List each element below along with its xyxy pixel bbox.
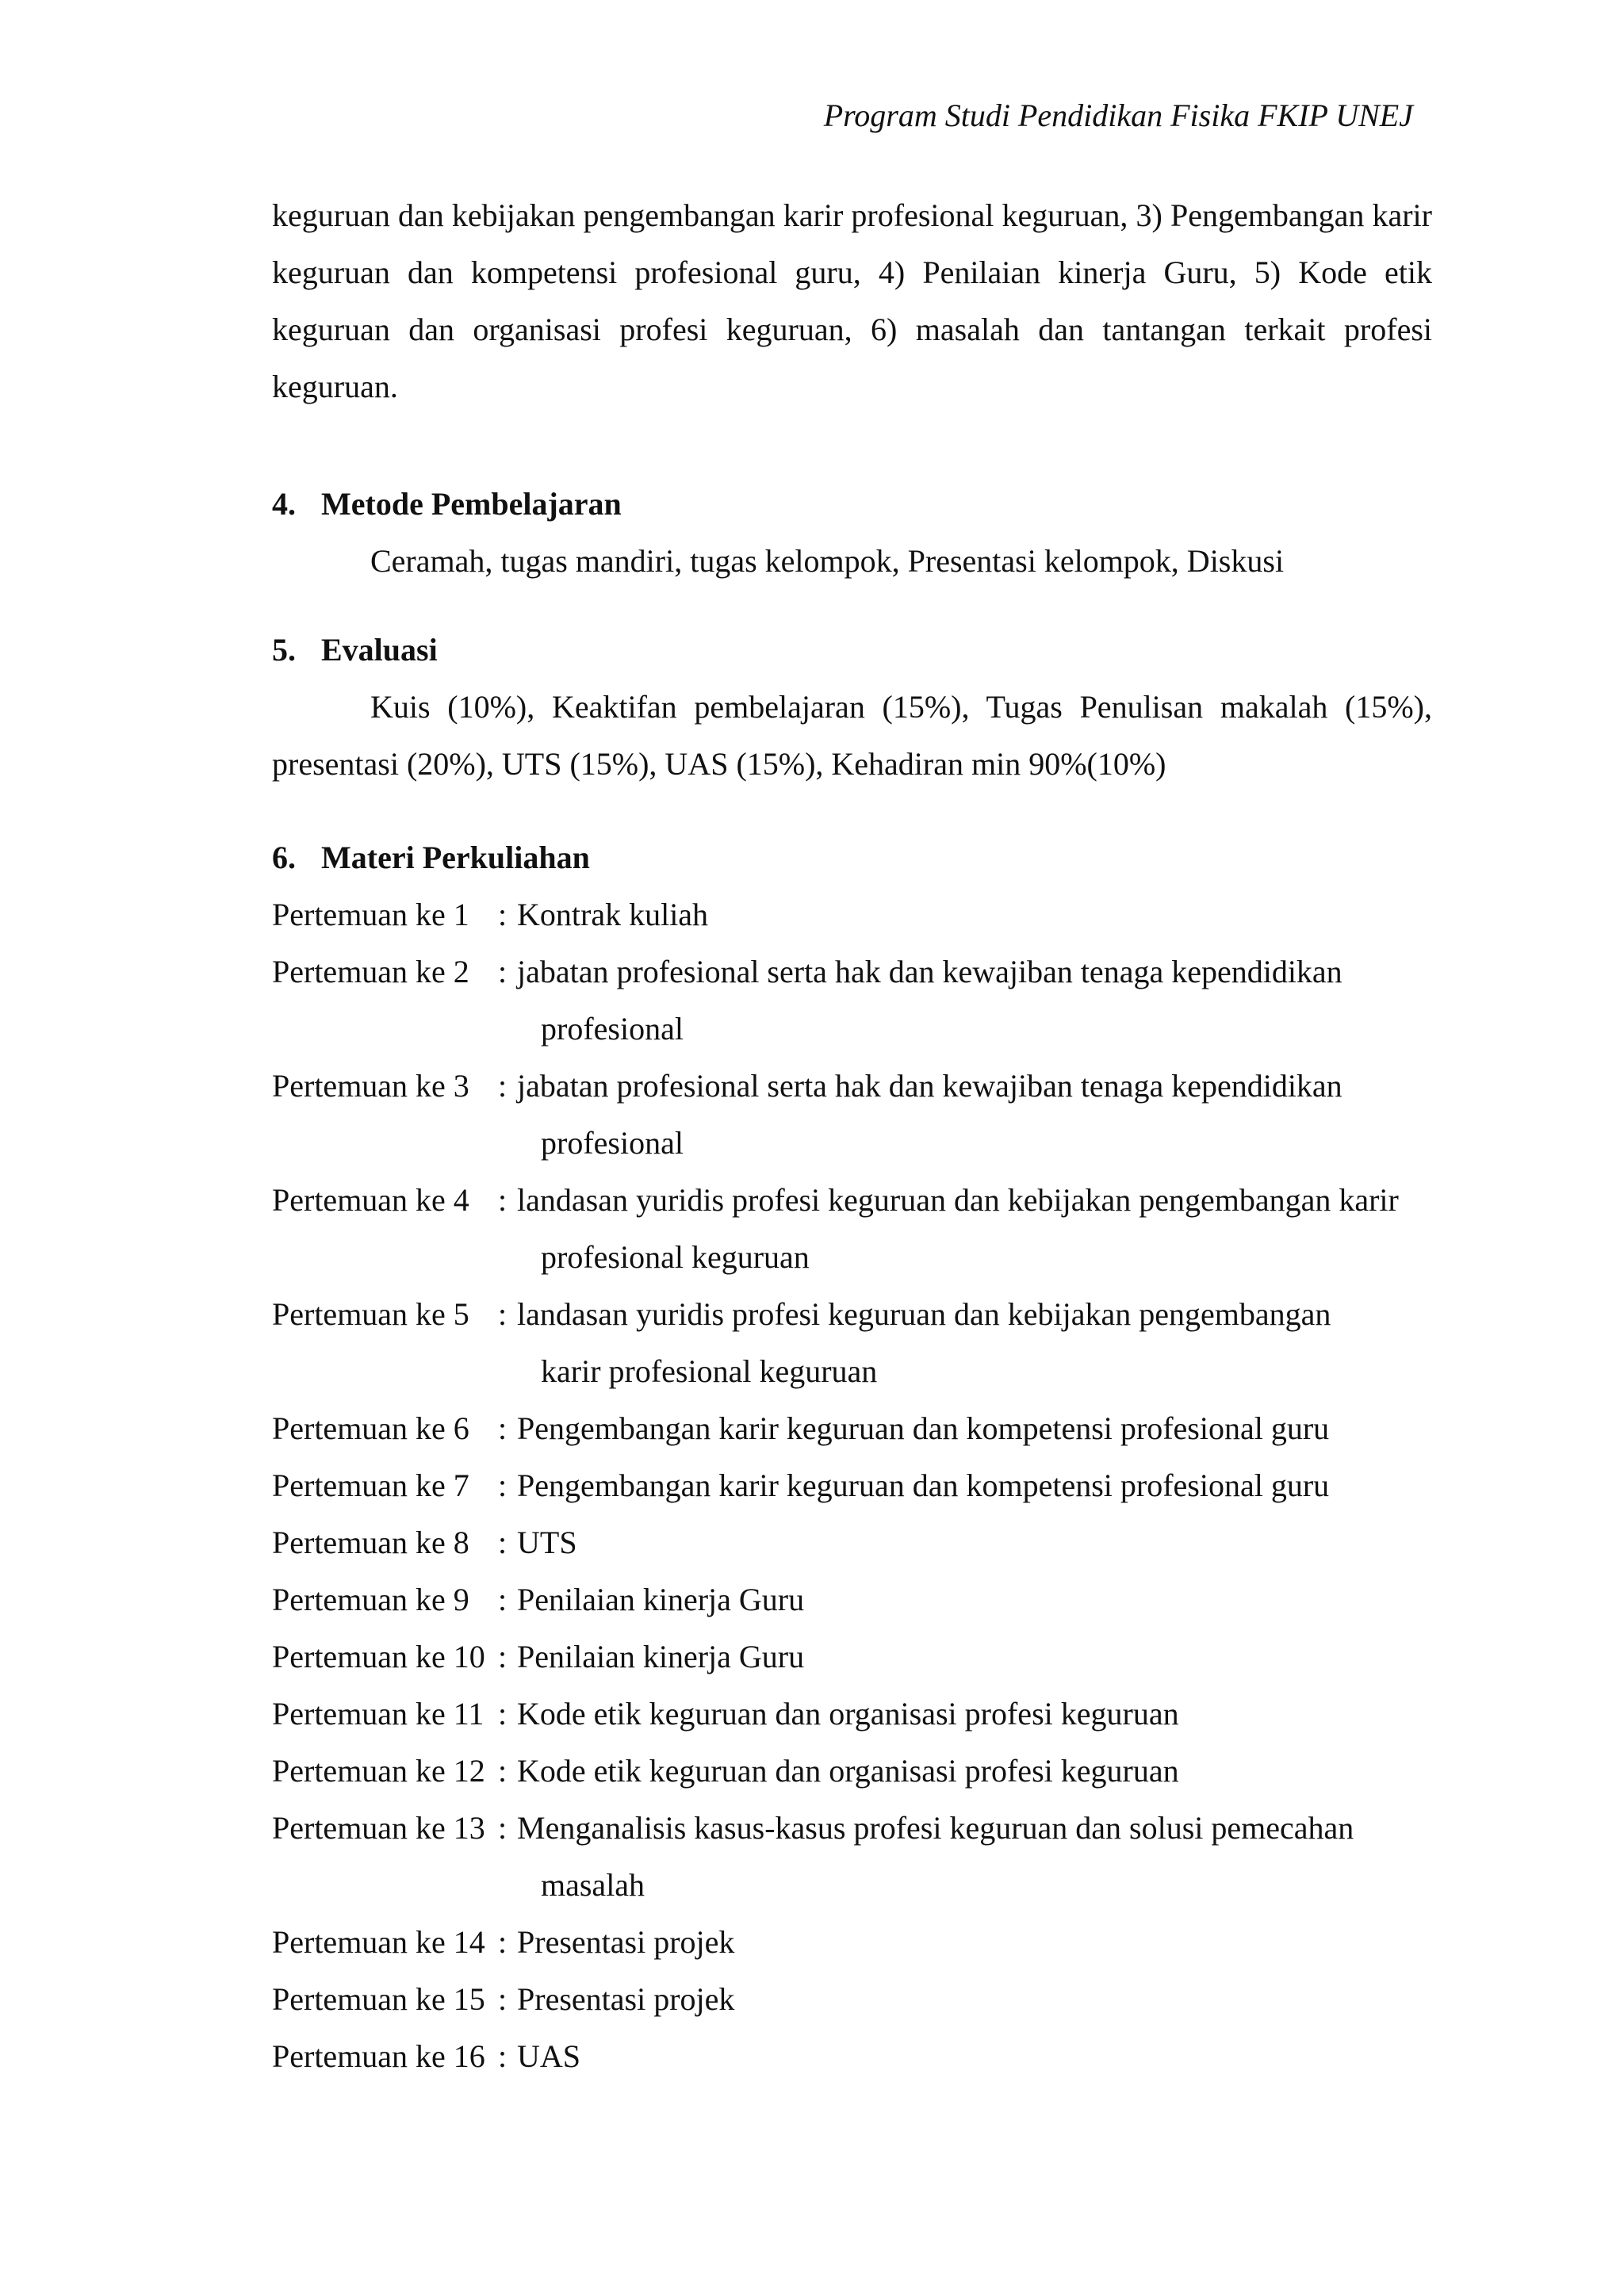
meeting-topic: Kode etik keguruan dan organisasi profesi keguruan	[517, 1696, 1179, 1732]
meeting-row	[272, 1686, 1446, 1743]
section-4-body: Ceramah, tugas mandiri, tugas kelompok, Presentasi kelompok, Diskusi	[370, 543, 1285, 579]
meeting-row	[272, 1172, 1446, 1286]
section-title: Metode Pembelajaran	[321, 486, 622, 522]
section-6-heading	[272, 829, 590, 886]
meeting-row	[272, 1971, 1446, 2028]
meeting-topic: Kode etik keguruan dan organisasi profesi keguruan	[517, 1753, 1179, 1789]
meeting-label: Pertemuan ke 9	[272, 1582, 469, 1617]
meeting-topic: jabatan profesional serta hak dan kewajiban tenaga kependidikan profesional	[517, 1068, 1342, 1161]
section-5-body: Kuis (10%), Keaktifan pembelajaran (15%), Tugas Penulisan makalah (15%), presentasi (20%), UTS (15%), UAS (15%), Kehadiran min 90%(10%)	[272, 689, 1432, 782]
meeting-topic: landasan yuridis profesi keguruan dan kebijakan pengembangan karir profesional keguruan	[517, 1182, 1399, 1275]
meeting-topic: UTS	[517, 1525, 577, 1560]
meeting-row	[272, 943, 1446, 1058]
section-title: Evaluasi	[321, 632, 438, 668]
meeting-topic: jabatan profesional serta hak dan kewajiban tenaga kependidikan profesional	[517, 954, 1342, 1047]
meeting-separator: :	[498, 1525, 508, 1560]
meeting-separator: :	[498, 1410, 508, 1446]
meeting-separator: :	[498, 1810, 508, 1846]
meeting-row	[272, 1628, 1446, 1686]
meeting-topic: Pengembangan karir keguruan dan kompetensi profesional guru	[517, 1468, 1330, 1503]
meeting-separator: :	[498, 1296, 508, 1332]
meeting-label: Pertemuan ke 4	[272, 1182, 469, 1218]
meeting-label: Pertemuan ke 1	[272, 897, 469, 932]
meeting-label: Pertemuan ke 2	[272, 954, 469, 989]
meeting-topic: Pengembangan karir keguruan dan kompetensi profesional guru	[517, 1410, 1330, 1446]
meeting-topic: Presentasi projek	[517, 1924, 735, 1960]
meeting-separator: :	[498, 1068, 508, 1104]
meeting-topic: landasan yuridis profesi keguruan dan kebijakan pengembangan karir profesional keguruan	[517, 1296, 1331, 1389]
meeting-separator: :	[498, 1753, 508, 1789]
meeting-topic: Penilaian kinerja Guru	[517, 1582, 805, 1617]
meeting-separator: :	[498, 1582, 508, 1617]
meeting-row	[272, 1514, 1446, 1571]
meeting-row	[272, 1743, 1446, 1800]
meeting-separator: :	[498, 897, 508, 932]
section-number: 4.	[272, 486, 296, 522]
meeting-separator: :	[498, 2038, 508, 2074]
meeting-label: Pertemuan ke 3	[272, 1068, 469, 1104]
meeting-list	[272, 886, 1446, 2085]
meeting-row	[272, 1286, 1446, 1400]
meeting-row	[272, 1800, 1446, 1914]
meeting-label: Pertemuan ke 16	[272, 2038, 485, 2074]
meeting-topic: Penilaian kinerja Guru	[517, 1639, 805, 1674]
meeting-label: Pertemuan ke 6	[272, 1410, 469, 1446]
meeting-topic: Menganalisis kasus-kasus profesi keguruan dan solusi pemecahan masalah	[517, 1810, 1354, 1903]
meeting-row	[272, 1058, 1446, 1172]
meeting-label: Pertemuan ke 7	[272, 1468, 469, 1503]
meeting-label: Pertemuan ke 5	[272, 1296, 469, 1332]
meeting-separator: :	[498, 1468, 508, 1503]
section-5-heading	[272, 622, 438, 679]
meeting-topic: Presentasi projek	[517, 1981, 735, 2017]
meeting-row	[272, 1914, 1446, 1971]
meeting-row	[272, 1457, 1446, 1514]
meeting-label: Pertemuan ke 10	[272, 1639, 485, 1674]
meeting-label: Pertemuan ke 15	[272, 1981, 485, 2017]
meeting-row	[272, 886, 1446, 943]
meeting-label: Pertemuan ke 13	[272, 1810, 485, 1846]
meeting-separator: :	[498, 1182, 508, 1218]
meeting-separator: :	[498, 954, 508, 989]
meeting-topic: Kontrak kuliah	[517, 897, 709, 932]
section-number: 5.	[272, 632, 296, 668]
meeting-separator: :	[498, 1639, 508, 1674]
meeting-topic: UAS	[517, 2038, 581, 2074]
meeting-separator: :	[498, 1696, 508, 1732]
section-title: Materi Perkuliahan	[321, 840, 590, 875]
meeting-label: Pertemuan ke 8	[272, 1525, 469, 1560]
meeting-row	[272, 1400, 1446, 1457]
meeting-separator: :	[498, 1981, 508, 2017]
meeting-label: Pertemuan ke 14	[272, 1924, 485, 1960]
meeting-label: Pertemuan ke 12	[272, 1753, 485, 1789]
meeting-label: Pertemuan ke 11	[272, 1696, 485, 1732]
intro-paragraph: keguruan dan kebijakan pengembangan karir profesional keguruan, 3) Pengembangan karir keguruan dan kompetensi profesional guru, 4) Penilaian kinerja Guru, 5) Kode etik keguruan dan organisasi profesi keguruan, 6) masalah dan tantangan terkait profesi keguruan.	[272, 197, 1432, 404]
section-4-heading	[272, 476, 622, 533]
meeting-row	[272, 2028, 1446, 2085]
meeting-separator: :	[498, 1924, 508, 1960]
meeting-row	[272, 1571, 1446, 1628]
page-header: Program Studi Pendidikan Fisika FKIP UNEJ	[823, 98, 1413, 133]
section-number: 6.	[272, 840, 296, 875]
